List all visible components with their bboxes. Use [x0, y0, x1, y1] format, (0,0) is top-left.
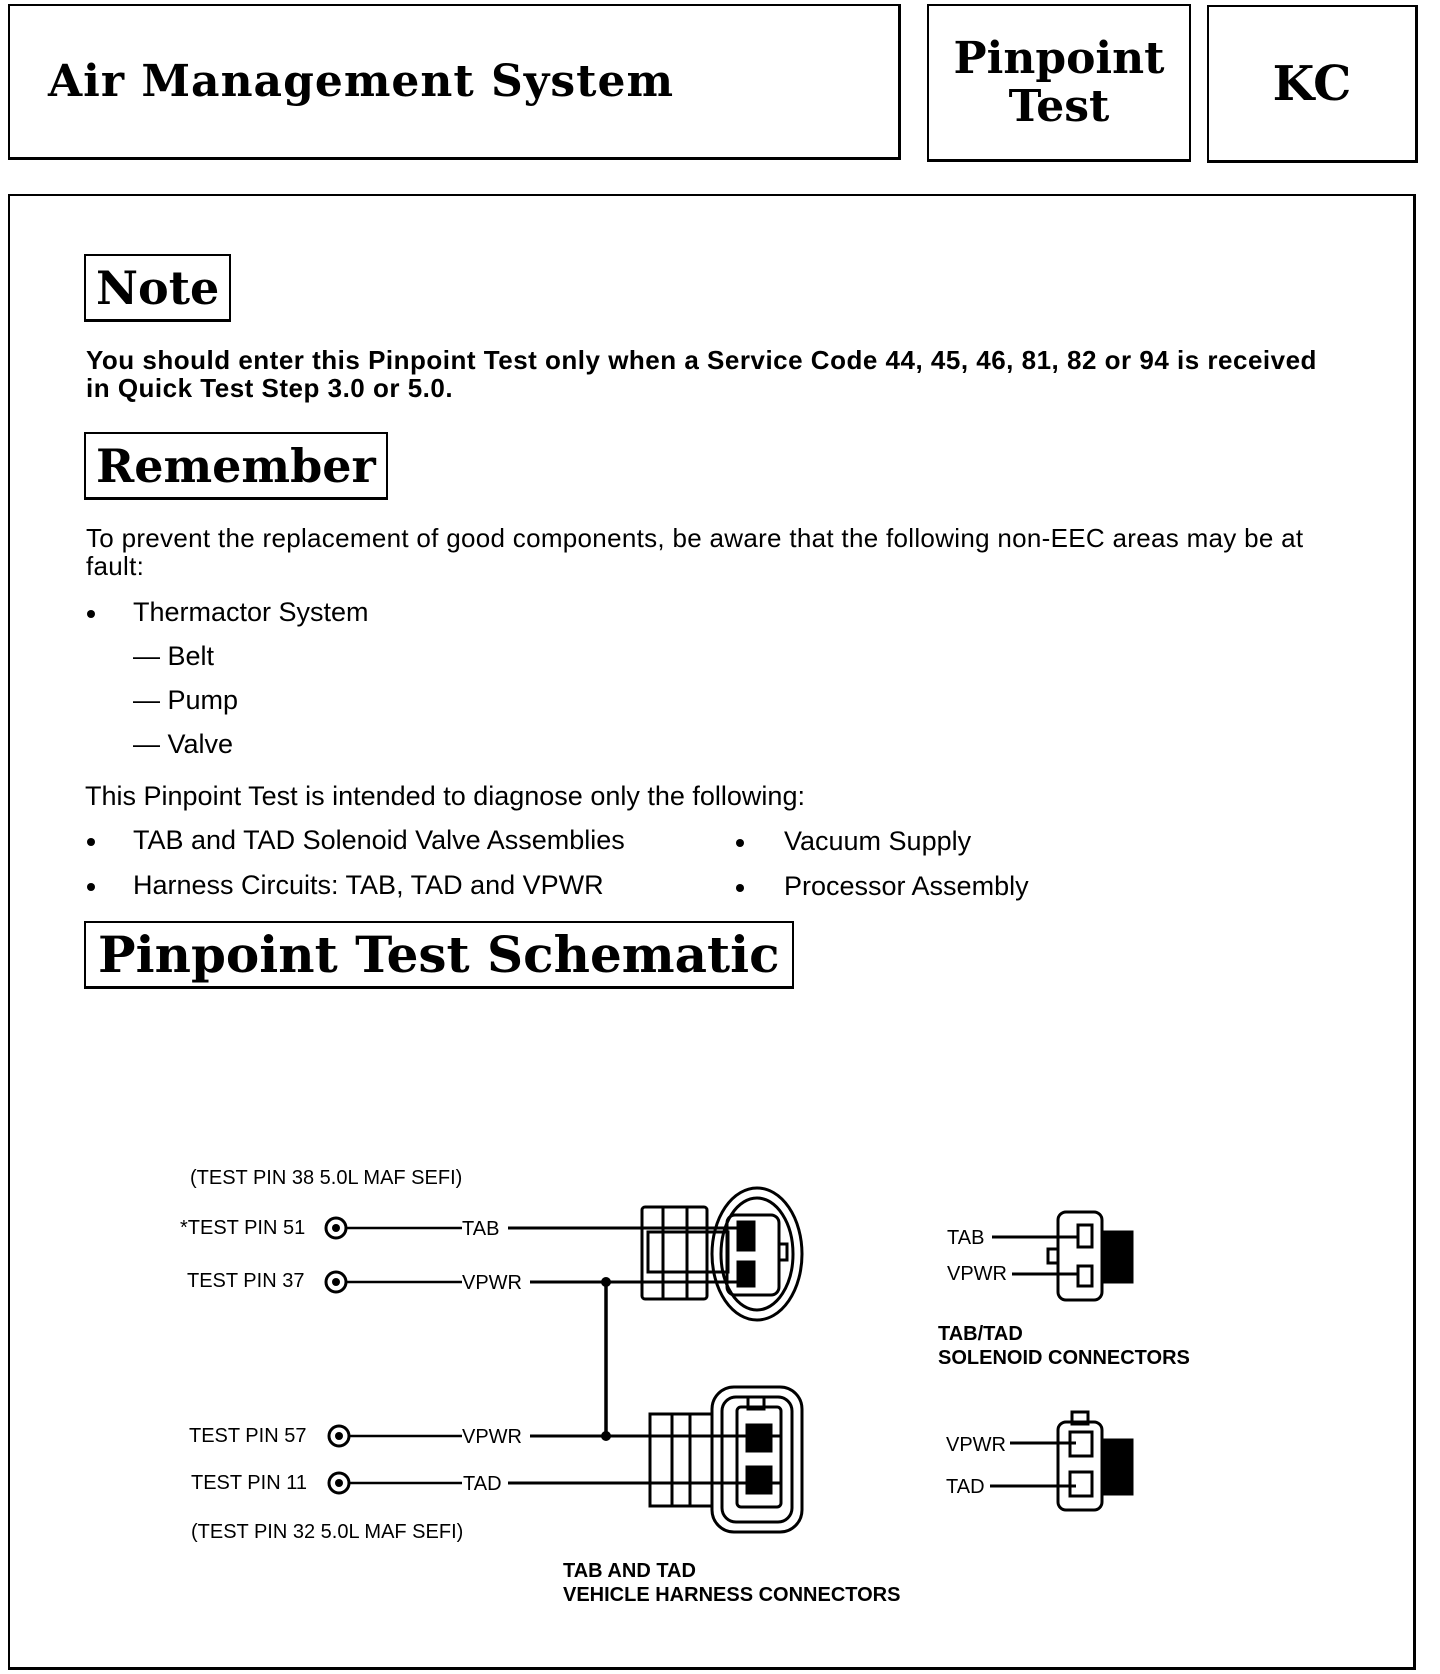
test-code: KC [1272, 55, 1352, 112]
section-label-line1: Pinpoint [953, 32, 1165, 84]
fault-subitem: — Pump [133, 685, 239, 715]
diagnose-item: Harness Circuits: TAB, TAD and VPWR [133, 870, 604, 900]
harness-caption-line1: TAB AND TAD [563, 1560, 696, 1582]
diagnose-item: Processor Assembly [784, 871, 1029, 901]
diagnose-intro: This Pinpoint Test is intended to diagnose only the following: [85, 781, 805, 811]
diagnose-item: TAB and TAD Solenoid Valve Assemblies [133, 825, 625, 855]
test-pin-note-bottom: (TEST PIN 32 5.0L MAF SEFI) [191, 1521, 464, 1543]
test-pin-terminal-icon [329, 1473, 349, 1493]
fault-area-item: Thermactor System [133, 597, 369, 627]
note-heading: Note [84, 254, 231, 322]
test-pin-label: TEST PIN 57 [189, 1425, 307, 1447]
section-label-line2: Test [1008, 80, 1110, 132]
harness-connector-tad-icon [650, 1387, 802, 1532]
test-pin-label: *TEST PIN 51 [180, 1217, 306, 1239]
fault-subitem: — Valve [133, 729, 234, 759]
solenoid-wire-label: VPWR [946, 1434, 1006, 1456]
page-title: Air Management System [48, 56, 674, 107]
solenoid-wire-label: TAD [946, 1476, 985, 1498]
test-pin-terminal-icon [329, 1426, 349, 1446]
wire-label-tad: TAD [463, 1473, 502, 1495]
harness-connector-tab-icon [642, 1188, 802, 1320]
solenoid-wire-label: VPWR [947, 1263, 1007, 1285]
remember-heading: Remember [84, 432, 388, 500]
test-pin-label: TEST PIN 11 [191, 1472, 307, 1494]
test-pin-terminal-icon [326, 1218, 346, 1238]
solenoid-caption-line1: TAB/TAD [938, 1323, 1023, 1345]
solenoid-connector-tab-icon [992, 1212, 1132, 1300]
splice-point-icon [601, 1431, 611, 1441]
wire-label-vpwr: VPWR [462, 1272, 522, 1294]
solenoid-wire-label: TAB [947, 1227, 985, 1249]
test-pin-terminal-icon [326, 1272, 346, 1292]
note-body: You should enter this Pinpoint Test only when a Service Code 44, 45, 46, 81, 82 or 94 is received in Quick Test Step 3.0 or 5.0. [86, 345, 1317, 403]
wires [346, 1228, 462, 1483]
solenoid-connector-tad-icon [990, 1412, 1132, 1510]
schematic-heading: Pinpoint Test Schematic [84, 921, 794, 989]
remember-body: To prevent the replacement of good components, be aware that the following non-EEC areas may be at fault: [86, 523, 1304, 581]
test-pin-note-top: (TEST PIN 38 5.0L MAF SEFI) [190, 1167, 463, 1189]
wire-label-tab: TAB [462, 1218, 500, 1240]
splice-point-icon [601, 1277, 611, 1287]
diagnose-item: Vacuum Supply [784, 826, 972, 856]
harness-caption-line2: VEHICLE HARNESS CONNECTORS [563, 1584, 901, 1606]
wire-label-vpwr: VPWR [462, 1426, 522, 1448]
test-pin-label: TEST PIN 37 [187, 1270, 305, 1292]
fault-subitem: — Belt [133, 641, 215, 671]
solenoid-caption-line2: SOLENOID CONNECTORS [938, 1347, 1190, 1369]
